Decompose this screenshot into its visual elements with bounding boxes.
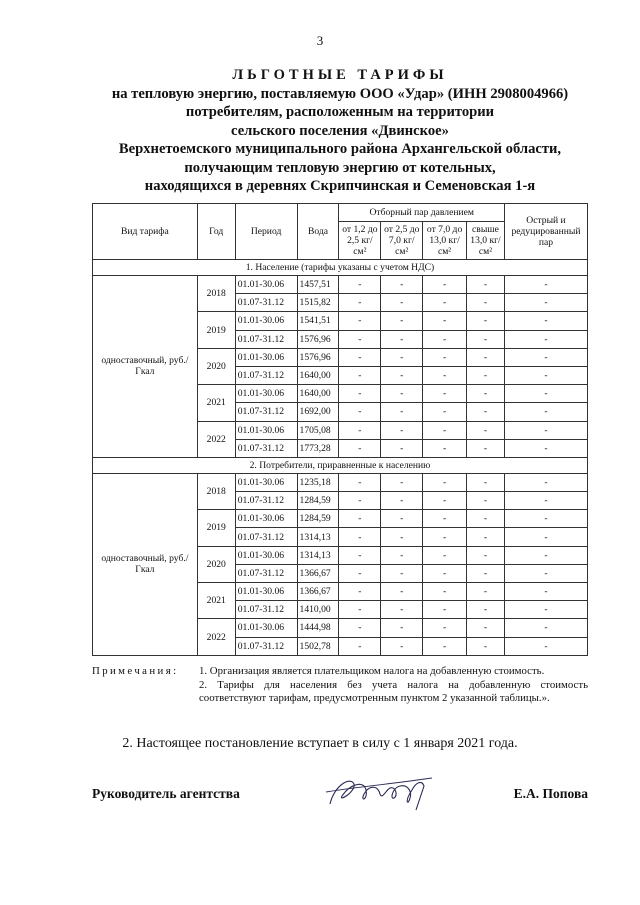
steam-cell: - [467, 601, 505, 619]
steam-cell: - [339, 421, 381, 439]
note-line: 2. Тарифы для населения без учета налога на добавленную стоимость соответствуют тарифам, предусмотренным пунктом 2 указанной таблицы.». [199, 678, 588, 704]
water-cell: 1284,59 [297, 510, 339, 528]
steam-cell: - [423, 510, 467, 528]
steam-cell: - [423, 403, 467, 421]
steam-cell: - [423, 348, 467, 366]
sharp-steam-cell: - [504, 492, 587, 510]
period-cell: 01.01-30.06 [235, 385, 297, 403]
steam-cell: - [423, 312, 467, 330]
period-cell: 01.01-30.06 [235, 473, 297, 491]
header-year: Год [197, 204, 235, 260]
steam-cell: - [339, 601, 381, 619]
steam-cell: - [467, 564, 505, 582]
water-cell: 1692,00 [297, 403, 339, 421]
steam-cell: - [467, 348, 505, 366]
steam-cell: - [339, 385, 381, 403]
steam-cell: - [339, 312, 381, 330]
water-cell: 1366,67 [297, 583, 339, 601]
period-cell: 01.07-31.12 [235, 601, 297, 619]
steam-cell: - [467, 619, 505, 637]
steam-cell: - [339, 348, 381, 366]
water-cell: 1515,82 [297, 294, 339, 312]
steam-cell: - [467, 276, 505, 294]
header-period: Период [235, 204, 297, 260]
sharp-steam-cell: - [504, 601, 587, 619]
title-line: ЛЬГОТНЫЕ ТАРИФЫ [232, 67, 448, 83]
tariff-type-cell: одноставочный, руб./Гкал [93, 473, 198, 655]
section-title: 2. Потребители, приравненные к населению [93, 457, 588, 473]
steam-cell: - [339, 276, 381, 294]
steam-cell: - [381, 276, 423, 294]
steam-cell: - [423, 439, 467, 457]
steam-cell: - [381, 637, 423, 655]
year-cell: 2022 [197, 619, 235, 655]
tariff-body [93, 260, 588, 656]
steam-cell: - [381, 473, 423, 491]
period-cell: 01.07-31.12 [235, 330, 297, 348]
period-cell: 01.01-30.06 [235, 583, 297, 601]
steam-cell: - [423, 421, 467, 439]
steam-cell: - [467, 330, 505, 348]
period-cell: 01.01-30.06 [235, 348, 297, 366]
steam-cell: - [339, 510, 381, 528]
water-cell: 1705,08 [297, 421, 339, 439]
sharp-steam-cell: - [504, 439, 587, 457]
period-cell: 01.01-30.06 [235, 276, 297, 294]
water-cell: 1576,96 [297, 348, 339, 366]
steam-cell: - [339, 330, 381, 348]
water-cell: 1773,28 [297, 439, 339, 457]
period-cell: 01.07-31.12 [235, 492, 297, 510]
water-cell: 1235,18 [297, 473, 339, 491]
period-cell: 01.07-31.12 [235, 528, 297, 546]
sharp-steam-cell: - [504, 312, 587, 330]
steam-cell: - [339, 528, 381, 546]
header-steam-col: от 7,0 до 13,0 кг/см² [423, 222, 467, 260]
header-sharp-steam: Острый и редуцированный пар [504, 204, 587, 260]
sharp-steam-cell: - [504, 637, 587, 655]
steam-cell: - [467, 421, 505, 439]
steam-cell: - [423, 619, 467, 637]
year-cell: 2019 [197, 312, 235, 348]
water-cell: 1284,59 [297, 492, 339, 510]
steam-cell: - [381, 403, 423, 421]
header-steam-col: от 2,5 до 7,0 кг/см² [381, 222, 423, 260]
steam-cell: - [339, 546, 381, 564]
water-cell: 1457,51 [297, 276, 339, 294]
year-cell: 2018 [197, 276, 235, 312]
period-cell: 01.07-31.12 [235, 294, 297, 312]
steam-cell: - [381, 421, 423, 439]
period-cell: 01.01-30.06 [235, 312, 297, 330]
sharp-steam-cell: - [504, 385, 587, 403]
title-line: находящихся в деревнях Скрипчинская и Семеновская 1-я [144, 178, 536, 194]
steam-cell: - [467, 510, 505, 528]
steam-cell: - [423, 294, 467, 312]
steam-cell: - [423, 583, 467, 601]
sharp-steam-cell: - [504, 510, 587, 528]
header-steam-group: Отборный пар давлением [339, 204, 505, 222]
section-title: 1. Население (тарифы указаны с учетом НДС) [93, 260, 588, 276]
steam-cell: - [339, 583, 381, 601]
steam-cell: - [381, 312, 423, 330]
water-cell: 1314,13 [297, 546, 339, 564]
steam-cell: - [381, 546, 423, 564]
year-cell: 2022 [197, 421, 235, 457]
steam-cell: - [381, 366, 423, 384]
steam-cell: - [381, 619, 423, 637]
sharp-steam-cell: - [504, 546, 587, 564]
steam-cell: - [423, 473, 467, 491]
steam-cell: - [339, 294, 381, 312]
steam-cell: - [423, 528, 467, 546]
steam-cell: - [467, 583, 505, 601]
sharp-steam-cell: - [504, 528, 587, 546]
sharp-steam-cell: - [504, 276, 587, 294]
steam-cell: - [423, 546, 467, 564]
period-cell: 01.07-31.12 [235, 564, 297, 582]
sharp-steam-cell: - [504, 348, 587, 366]
steam-cell: - [339, 473, 381, 491]
sharp-steam-cell: - [504, 294, 587, 312]
signer-title: Руководитель агентства [92, 786, 240, 801]
steam-cell: - [423, 492, 467, 510]
steam-cell: - [423, 330, 467, 348]
steam-cell: - [381, 564, 423, 582]
water-cell: 1366,67 [297, 564, 339, 582]
water-cell: 1314,13 [297, 528, 339, 546]
sharp-steam-cell: - [504, 421, 587, 439]
steam-cell: - [467, 385, 505, 403]
steam-cell: - [467, 439, 505, 457]
effective-clause: 2. Настоящее постановление вступает в силу с 1 января 2021 года. [122, 736, 518, 751]
period-cell: 01.01-30.06 [235, 510, 297, 528]
period-cell: 01.07-31.12 [235, 403, 297, 421]
steam-cell: - [339, 619, 381, 637]
steam-cell: - [381, 528, 423, 546]
year-cell: 2021 [197, 385, 235, 421]
steam-cell: - [381, 385, 423, 403]
steam-cell: - [423, 637, 467, 655]
steam-cell: - [381, 294, 423, 312]
header-steam-col: свыше 13,0 кг/см² [467, 222, 505, 260]
year-cell: 2019 [197, 510, 235, 546]
steam-cell: - [339, 439, 381, 457]
water-cell: 1410,00 [297, 601, 339, 619]
year-cell: 2020 [197, 348, 235, 384]
notes-label: Примечания: [92, 665, 179, 677]
water-cell: 1502,78 [297, 637, 339, 655]
tariff-type-cell: одноставочный, руб./Гкал [93, 276, 198, 458]
title-line: сельского поселения «Двинское» [231, 122, 449, 139]
steam-cell: - [467, 366, 505, 384]
header-steam-col: от 1,2 до 2,5 кг/см² [339, 222, 381, 260]
document-title [70, 66, 610, 196]
steam-cell: - [467, 637, 505, 655]
steam-cell: - [467, 312, 505, 330]
sharp-steam-cell: - [504, 564, 587, 582]
table-row [93, 276, 588, 294]
steam-cell: - [381, 583, 423, 601]
page-number: 3 [316, 33, 324, 48]
year-cell: 2021 [197, 583, 235, 619]
period-cell: 01.01-30.06 [235, 421, 297, 439]
sharp-steam-cell: - [504, 330, 587, 348]
year-cell: 2018 [197, 473, 235, 509]
sharp-steam-cell: - [504, 583, 587, 601]
water-cell: 1640,00 [297, 366, 339, 384]
steam-cell: - [381, 330, 423, 348]
note-line: 1. Организация является плательщиком налога на добавленную стоимость. [199, 665, 545, 677]
steam-cell: - [381, 348, 423, 366]
sharp-steam-cell: - [504, 366, 587, 384]
steam-cell: - [423, 564, 467, 582]
section-row [93, 457, 588, 473]
steam-cell: - [467, 473, 505, 491]
header-water: Вода [297, 204, 339, 260]
signature-image [320, 766, 440, 816]
steam-cell: - [467, 546, 505, 564]
water-cell: 1576,96 [297, 330, 339, 348]
steam-cell: - [467, 294, 505, 312]
header-tariff-type: Вид тарифа [93, 204, 198, 260]
water-cell: 1640,00 [297, 385, 339, 403]
sharp-steam-cell: - [504, 473, 587, 491]
title-line: Верхнетоемского муниципального района Архангельской области, [118, 141, 562, 157]
year-cell: 2020 [197, 546, 235, 582]
steam-cell: - [381, 510, 423, 528]
steam-cell: - [381, 601, 423, 619]
signer-name: Е.А. Попова [513, 786, 588, 801]
sharp-steam-cell: - [504, 619, 587, 637]
period-cell: 01.07-31.12 [235, 439, 297, 457]
title-line: потребителям, расположенным на территории [185, 104, 495, 120]
steam-cell: - [467, 492, 505, 510]
steam-cell: - [467, 403, 505, 421]
period-cell: 01.07-31.12 [235, 637, 297, 655]
steam-cell: - [423, 601, 467, 619]
steam-cell: - [339, 637, 381, 655]
period-cell: 01.01-30.06 [235, 619, 297, 637]
period-cell: 01.01-30.06 [235, 546, 297, 564]
steam-cell: - [339, 492, 381, 510]
table-row [93, 473, 588, 491]
steam-cell: - [381, 439, 423, 457]
steam-cell: - [381, 492, 423, 510]
water-cell: 1444,98 [297, 619, 339, 637]
steam-cell: - [423, 385, 467, 403]
steam-cell: - [339, 403, 381, 421]
steam-cell: - [423, 276, 467, 294]
period-cell: 01.07-31.12 [235, 366, 297, 384]
tariff-table [92, 203, 588, 656]
title-line: получающим тепловую энергию от котельных, [184, 159, 496, 176]
notes-body [199, 665, 588, 706]
steam-cell: - [467, 528, 505, 546]
section-row [93, 260, 588, 276]
steam-cell: - [339, 564, 381, 582]
title-line: на тепловую энергию, поставляемую ООО «Удар» (ИНН 2908004966) [111, 85, 569, 102]
water-cell: 1541,51 [297, 312, 339, 330]
sharp-steam-cell: - [504, 403, 587, 421]
steam-cell: - [339, 366, 381, 384]
steam-cell: - [423, 366, 467, 384]
